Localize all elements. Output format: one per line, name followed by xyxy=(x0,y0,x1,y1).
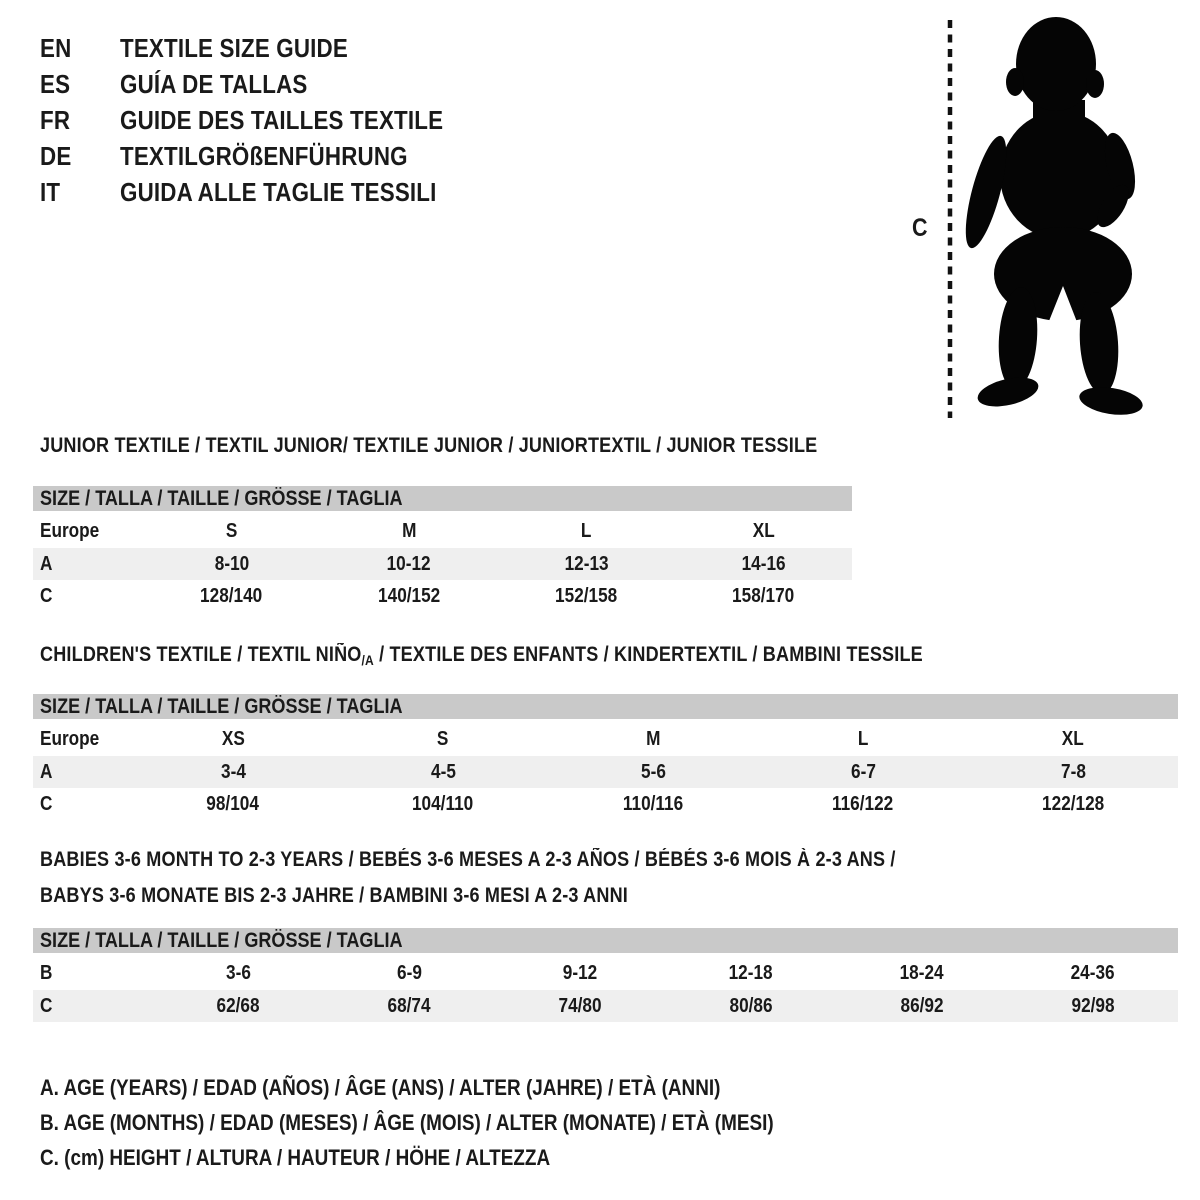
age-value: 10-12 xyxy=(386,552,431,575)
cell xyxy=(33,548,143,580)
legend-line-c: C. (cm) HEIGHT / ALTURA / HAUTEUR / HÖHE / ALTEZZA xyxy=(40,1144,551,1170)
month-value: 3-6 xyxy=(225,961,251,984)
cell xyxy=(324,955,495,991)
table-row xyxy=(33,721,1178,757)
cell xyxy=(836,955,1007,991)
cell xyxy=(968,788,1178,820)
age-value: 5-6 xyxy=(640,760,666,783)
age-value: 7-8 xyxy=(1060,760,1086,783)
size-value: S xyxy=(225,519,238,542)
cell xyxy=(968,756,1178,788)
language-row-en xyxy=(40,30,496,66)
cell xyxy=(548,788,758,820)
month-value: 18-24 xyxy=(899,961,944,984)
babies-section-title-line1: BABIES 3-6 MONTH TO 2-3 YEARS / BEBÉS 3-6 MESES A 2-3 AÑOS / BÉBÉS 3-6 MOIS À 2-3 ANS / xyxy=(40,848,896,871)
language-row-de xyxy=(40,138,496,174)
cell xyxy=(498,580,675,612)
age-value: 8-10 xyxy=(214,552,249,575)
cell xyxy=(758,788,968,820)
cell xyxy=(153,990,324,1022)
cell xyxy=(128,756,338,788)
figure-measure-label: C xyxy=(912,214,928,242)
cell xyxy=(495,955,666,991)
size-value: XS xyxy=(221,727,245,750)
height-value: 158/170 xyxy=(732,584,795,607)
table-row xyxy=(33,990,1178,1022)
cell xyxy=(548,756,758,788)
age-value: 6-7 xyxy=(850,760,876,783)
cell xyxy=(495,990,666,1022)
cell xyxy=(153,955,324,991)
cell xyxy=(143,548,320,580)
toddler-silhouette-shape xyxy=(957,17,1144,419)
language-title: GUIDE DES TAILLES TEXTILE xyxy=(120,104,444,135)
language-title: GUÍA DE TALLAS xyxy=(120,68,308,99)
row-label: A xyxy=(40,552,53,575)
legend xyxy=(40,1070,893,1175)
size-header-row xyxy=(33,694,1178,721)
cell xyxy=(33,928,1178,955)
language-title: TEXTILGRÖßENFÜHRUNG xyxy=(120,140,408,171)
cell xyxy=(675,580,852,612)
cell xyxy=(324,990,495,1022)
size-value: XL xyxy=(752,519,775,542)
height-value: 86/92 xyxy=(900,994,944,1017)
cell xyxy=(338,756,548,788)
row-label: C xyxy=(40,994,53,1017)
cell xyxy=(1007,990,1178,1022)
table-row xyxy=(33,955,1178,991)
cell xyxy=(33,580,143,612)
language-code: IT xyxy=(40,176,61,207)
cell xyxy=(128,788,338,820)
age-value: 3-4 xyxy=(220,760,246,783)
size-header-label: SIZE / TALLA / TAILLE / GRÖSSE / TAGLIA xyxy=(40,928,403,952)
height-measure-figure xyxy=(905,8,1160,426)
language-code: ES xyxy=(40,68,71,99)
cell xyxy=(33,721,128,757)
junior-size-table xyxy=(33,486,852,612)
table-row xyxy=(33,580,852,612)
height-value: 122/128 xyxy=(1041,792,1105,815)
cell xyxy=(143,513,320,549)
size-header-row xyxy=(33,928,1178,955)
height-value: 62/68 xyxy=(216,994,260,1017)
height-value: 104/110 xyxy=(412,792,474,815)
month-value: 24-36 xyxy=(1070,961,1115,984)
height-value: 68/74 xyxy=(387,994,431,1017)
row-label: C xyxy=(40,584,53,607)
cell xyxy=(836,990,1007,1022)
table-row xyxy=(33,513,852,549)
table-row xyxy=(33,548,852,580)
babies-section-title-line2: BABYS 3-6 MONATE BIS 2-3 JAHRE / BAMBINI 3-6 MESI A 2-3 ANNI xyxy=(40,884,628,907)
row-label: A xyxy=(40,760,53,783)
cell xyxy=(320,580,497,612)
cell xyxy=(498,513,675,549)
height-value: 80/86 xyxy=(729,994,773,1017)
size-value: L xyxy=(857,727,869,750)
language-row-it xyxy=(40,174,496,210)
size-value: S xyxy=(437,727,449,750)
language-title-list xyxy=(40,30,496,210)
cell xyxy=(143,580,320,612)
month-value: 9-12 xyxy=(562,961,598,984)
height-value: 92/98 xyxy=(1071,994,1115,1017)
height-value: 110/116 xyxy=(622,792,684,815)
language-row-es xyxy=(40,66,496,102)
cell xyxy=(128,721,338,757)
cell xyxy=(320,513,497,549)
cell xyxy=(33,955,153,991)
children-title-pre: CHILDREN'S TEXTILE / TEXTIL NIÑO xyxy=(40,643,362,666)
cell xyxy=(548,721,758,757)
language-title: GUIDA ALLE TAGLIE TESSILI xyxy=(120,176,437,207)
row-label: C xyxy=(40,792,53,815)
cell xyxy=(665,955,836,991)
cell xyxy=(675,548,852,580)
age-value: 12-13 xyxy=(564,552,609,575)
table-row xyxy=(33,756,1178,788)
cell xyxy=(1007,955,1178,991)
cell xyxy=(320,548,497,580)
height-value: 74/80 xyxy=(558,994,602,1017)
size-header-label: SIZE / TALLA / TAILLE / GRÖSSE / TAGLIA xyxy=(40,486,403,510)
height-value: 98/104 xyxy=(206,792,260,815)
cell xyxy=(758,721,968,757)
legend-line-b: B. AGE (MONTHS) / EDAD (MESES) / ÂGE (MOIS) / ALTER (MONATE) / ETÀ (MESI) xyxy=(40,1109,774,1135)
height-value: 140/152 xyxy=(377,584,440,607)
height-value: 128/140 xyxy=(200,584,263,607)
cell xyxy=(33,788,128,820)
children-size-table xyxy=(33,694,1178,820)
cell xyxy=(33,694,1178,721)
age-value: 14-16 xyxy=(741,552,786,575)
cell xyxy=(338,721,548,757)
size-value: M xyxy=(401,519,417,542)
cell xyxy=(33,513,143,549)
table-row xyxy=(33,788,1178,820)
row-label: Europe xyxy=(40,727,100,750)
language-code: EN xyxy=(40,32,72,63)
cell xyxy=(33,486,852,513)
children-title-post: / TEXTILE DES ENFANTS / KINDERTEXTIL / BAMBINI TESSILE xyxy=(373,643,923,666)
cell xyxy=(498,548,675,580)
size-header-label: SIZE / TALLA / TAILLE / GRÖSSE / TAGLIA xyxy=(40,694,403,718)
language-code: DE xyxy=(40,140,72,171)
row-label: B xyxy=(40,961,53,984)
cell xyxy=(33,990,153,1022)
toddler-silhouette-icon xyxy=(905,8,1160,426)
cell xyxy=(33,756,128,788)
language-row-fr xyxy=(40,102,496,138)
height-value: 116/122 xyxy=(832,792,894,815)
cell xyxy=(968,721,1178,757)
age-value: 4-5 xyxy=(430,760,456,783)
cell xyxy=(338,788,548,820)
babies-size-table xyxy=(33,928,1178,1022)
junior-section-title: JUNIOR TEXTILE / TEXTIL JUNIOR/ TEXTILE JUNIOR / JUNIORTEXTIL / JUNIOR TESSILE xyxy=(40,434,818,457)
cell xyxy=(758,756,968,788)
cell xyxy=(665,990,836,1022)
legend-line-a: A. AGE (YEARS) / EDAD (AÑOS) / ÂGE (ANS) / ALTER (JAHRE) / ETÀ (ANNI) xyxy=(40,1074,721,1100)
month-value: 6-9 xyxy=(396,961,422,984)
children-section-title xyxy=(40,643,1067,668)
language-code: FR xyxy=(40,104,71,135)
size-header-row xyxy=(33,486,852,513)
children-title-subscript: /A xyxy=(361,652,374,668)
row-label: Europe xyxy=(40,519,100,542)
size-value: M xyxy=(645,727,661,750)
size-value: L xyxy=(580,519,592,542)
height-value: 152/158 xyxy=(555,584,618,607)
cell xyxy=(675,513,852,549)
size-value: XL xyxy=(1062,727,1084,750)
language-title: TEXTILE SIZE GUIDE xyxy=(120,32,348,63)
month-value: 12-18 xyxy=(728,961,773,984)
